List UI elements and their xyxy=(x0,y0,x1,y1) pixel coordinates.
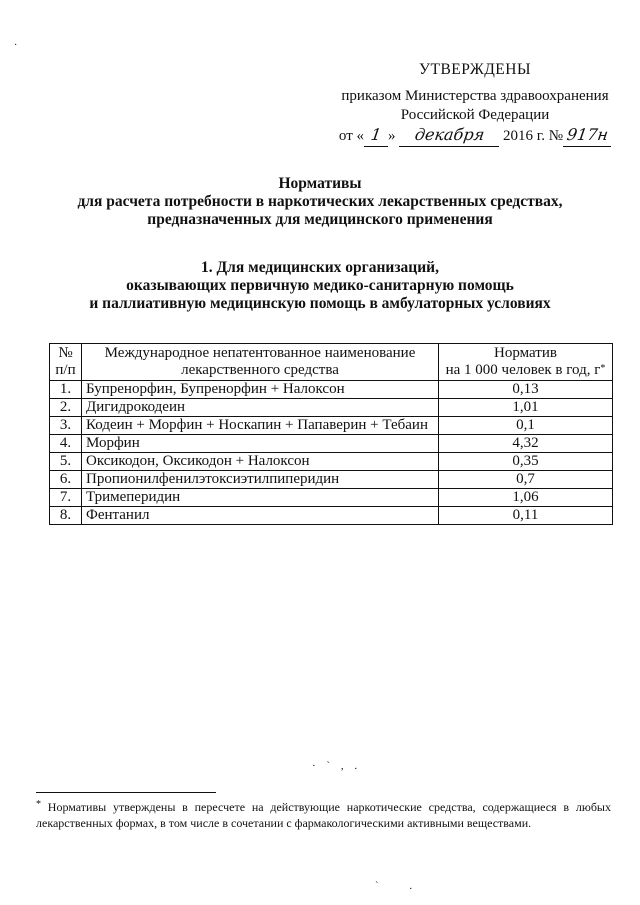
header-norm-line-2-wrap xyxy=(443,362,608,379)
scan-marks: · ` , . xyxy=(312,760,362,772)
table-row xyxy=(50,507,613,525)
date-month-field xyxy=(399,125,499,147)
row-value: 0,13 xyxy=(439,381,613,399)
row-value: 0,1 xyxy=(439,417,613,435)
row-num: 6. xyxy=(50,471,82,489)
title-line-3: предназначенных для медицинского применения xyxy=(147,211,493,228)
row-num: 4. xyxy=(50,435,82,453)
date-mid: » xyxy=(388,128,396,144)
date-prefix: от « xyxy=(338,128,365,144)
section-title xyxy=(40,259,600,313)
row-value: 0,7 xyxy=(439,471,613,489)
row-num: 5. xyxy=(50,453,82,471)
header-name-line-1: Международное непатентованное наименование xyxy=(104,345,416,361)
row-value: 0,35 xyxy=(439,453,613,471)
row-num: 2. xyxy=(50,399,82,417)
table-row xyxy=(50,417,613,435)
header-name-line-2: лекарственного средства xyxy=(181,362,339,378)
order-number-field xyxy=(563,125,611,147)
row-num: 7. xyxy=(50,489,82,507)
header-num xyxy=(50,344,82,381)
row-name: Бупренорфин, Бупренорфин + Налоксон xyxy=(82,381,439,399)
title-line-1: Нормативы xyxy=(278,175,362,192)
table-row xyxy=(50,435,613,453)
row-num: 1. xyxy=(50,381,82,399)
order-number: 917н xyxy=(565,125,609,144)
date-year: 2016 г. № xyxy=(503,128,564,144)
footnote xyxy=(36,799,611,831)
header-norm xyxy=(439,344,613,381)
approval-title: УТВЕРЖДЕНЫ xyxy=(419,61,531,78)
table-row xyxy=(50,399,613,417)
row-name: Тримеперидин xyxy=(82,489,439,507)
row-value: 1,06 xyxy=(439,489,613,507)
date-day-field xyxy=(364,125,388,147)
section-line-1: 1. Для медицинских организаций, xyxy=(201,259,439,276)
header-norm-footnote-mark: * xyxy=(600,363,606,374)
header-norm-line-2: на 1 000 человек в год, г xyxy=(445,362,601,378)
order-date-line xyxy=(330,125,620,147)
row-name: Пропионилфенилэтоксиэтилпиперидин xyxy=(82,471,439,489)
row-value: 1,01 xyxy=(439,399,613,417)
approval-line-1: приказом Министерства здравоохранения xyxy=(341,88,609,104)
approval-line-2: Российской Федерации xyxy=(400,107,550,123)
table-body xyxy=(50,381,613,525)
margin-mark: · xyxy=(14,40,18,51)
title-line-2: для расчета потребности в наркотических лекарственных средствах, xyxy=(77,193,563,210)
approval-block xyxy=(330,60,620,147)
row-name: Фентанил xyxy=(82,507,439,525)
row-num: 8. xyxy=(50,507,82,525)
section-line-3: и паллиативную медицинскую помощь в амбулаторных условиях xyxy=(89,295,551,312)
row-value: 0,11 xyxy=(439,507,613,525)
document-title xyxy=(40,175,600,229)
row-name: Оксикодон, Оксикодон + Налоксон xyxy=(82,453,439,471)
row-name: Дигидрокодеин xyxy=(82,399,439,417)
footnote-rule xyxy=(36,792,216,793)
scan-marks-bottom: ` . xyxy=(375,880,427,892)
date-month: декабря xyxy=(413,125,486,144)
table-header-row xyxy=(50,344,613,381)
table-row xyxy=(50,381,613,399)
row-value: 4,32 xyxy=(439,435,613,453)
section-line-2: оказывающих первичную медико-санитарную помощь xyxy=(126,277,514,294)
row-num: 3. xyxy=(50,417,82,435)
table-row xyxy=(50,471,613,489)
norms-table xyxy=(49,343,613,525)
header-name xyxy=(82,344,439,381)
header-norm-line-1: Норматив xyxy=(494,345,557,361)
header-num-line-2: п/п xyxy=(55,362,76,378)
row-name: Кодеин + Морфин + Носкапин + Папаверин + Тебаин xyxy=(82,417,439,435)
footnote-text: Нормативы утверждены в пересчете на действующие наркотические средства, содержащиеся в любых лекарственных формах, в том числе в сочетании с фармакологическими активными веществами. xyxy=(36,800,611,830)
date-day: 1 xyxy=(369,125,383,144)
table-row xyxy=(50,453,613,471)
footnote-mark: * xyxy=(36,799,41,810)
header-num-line-1: № xyxy=(58,345,73,361)
row-name: Морфин xyxy=(82,435,439,453)
table-row xyxy=(50,489,613,507)
